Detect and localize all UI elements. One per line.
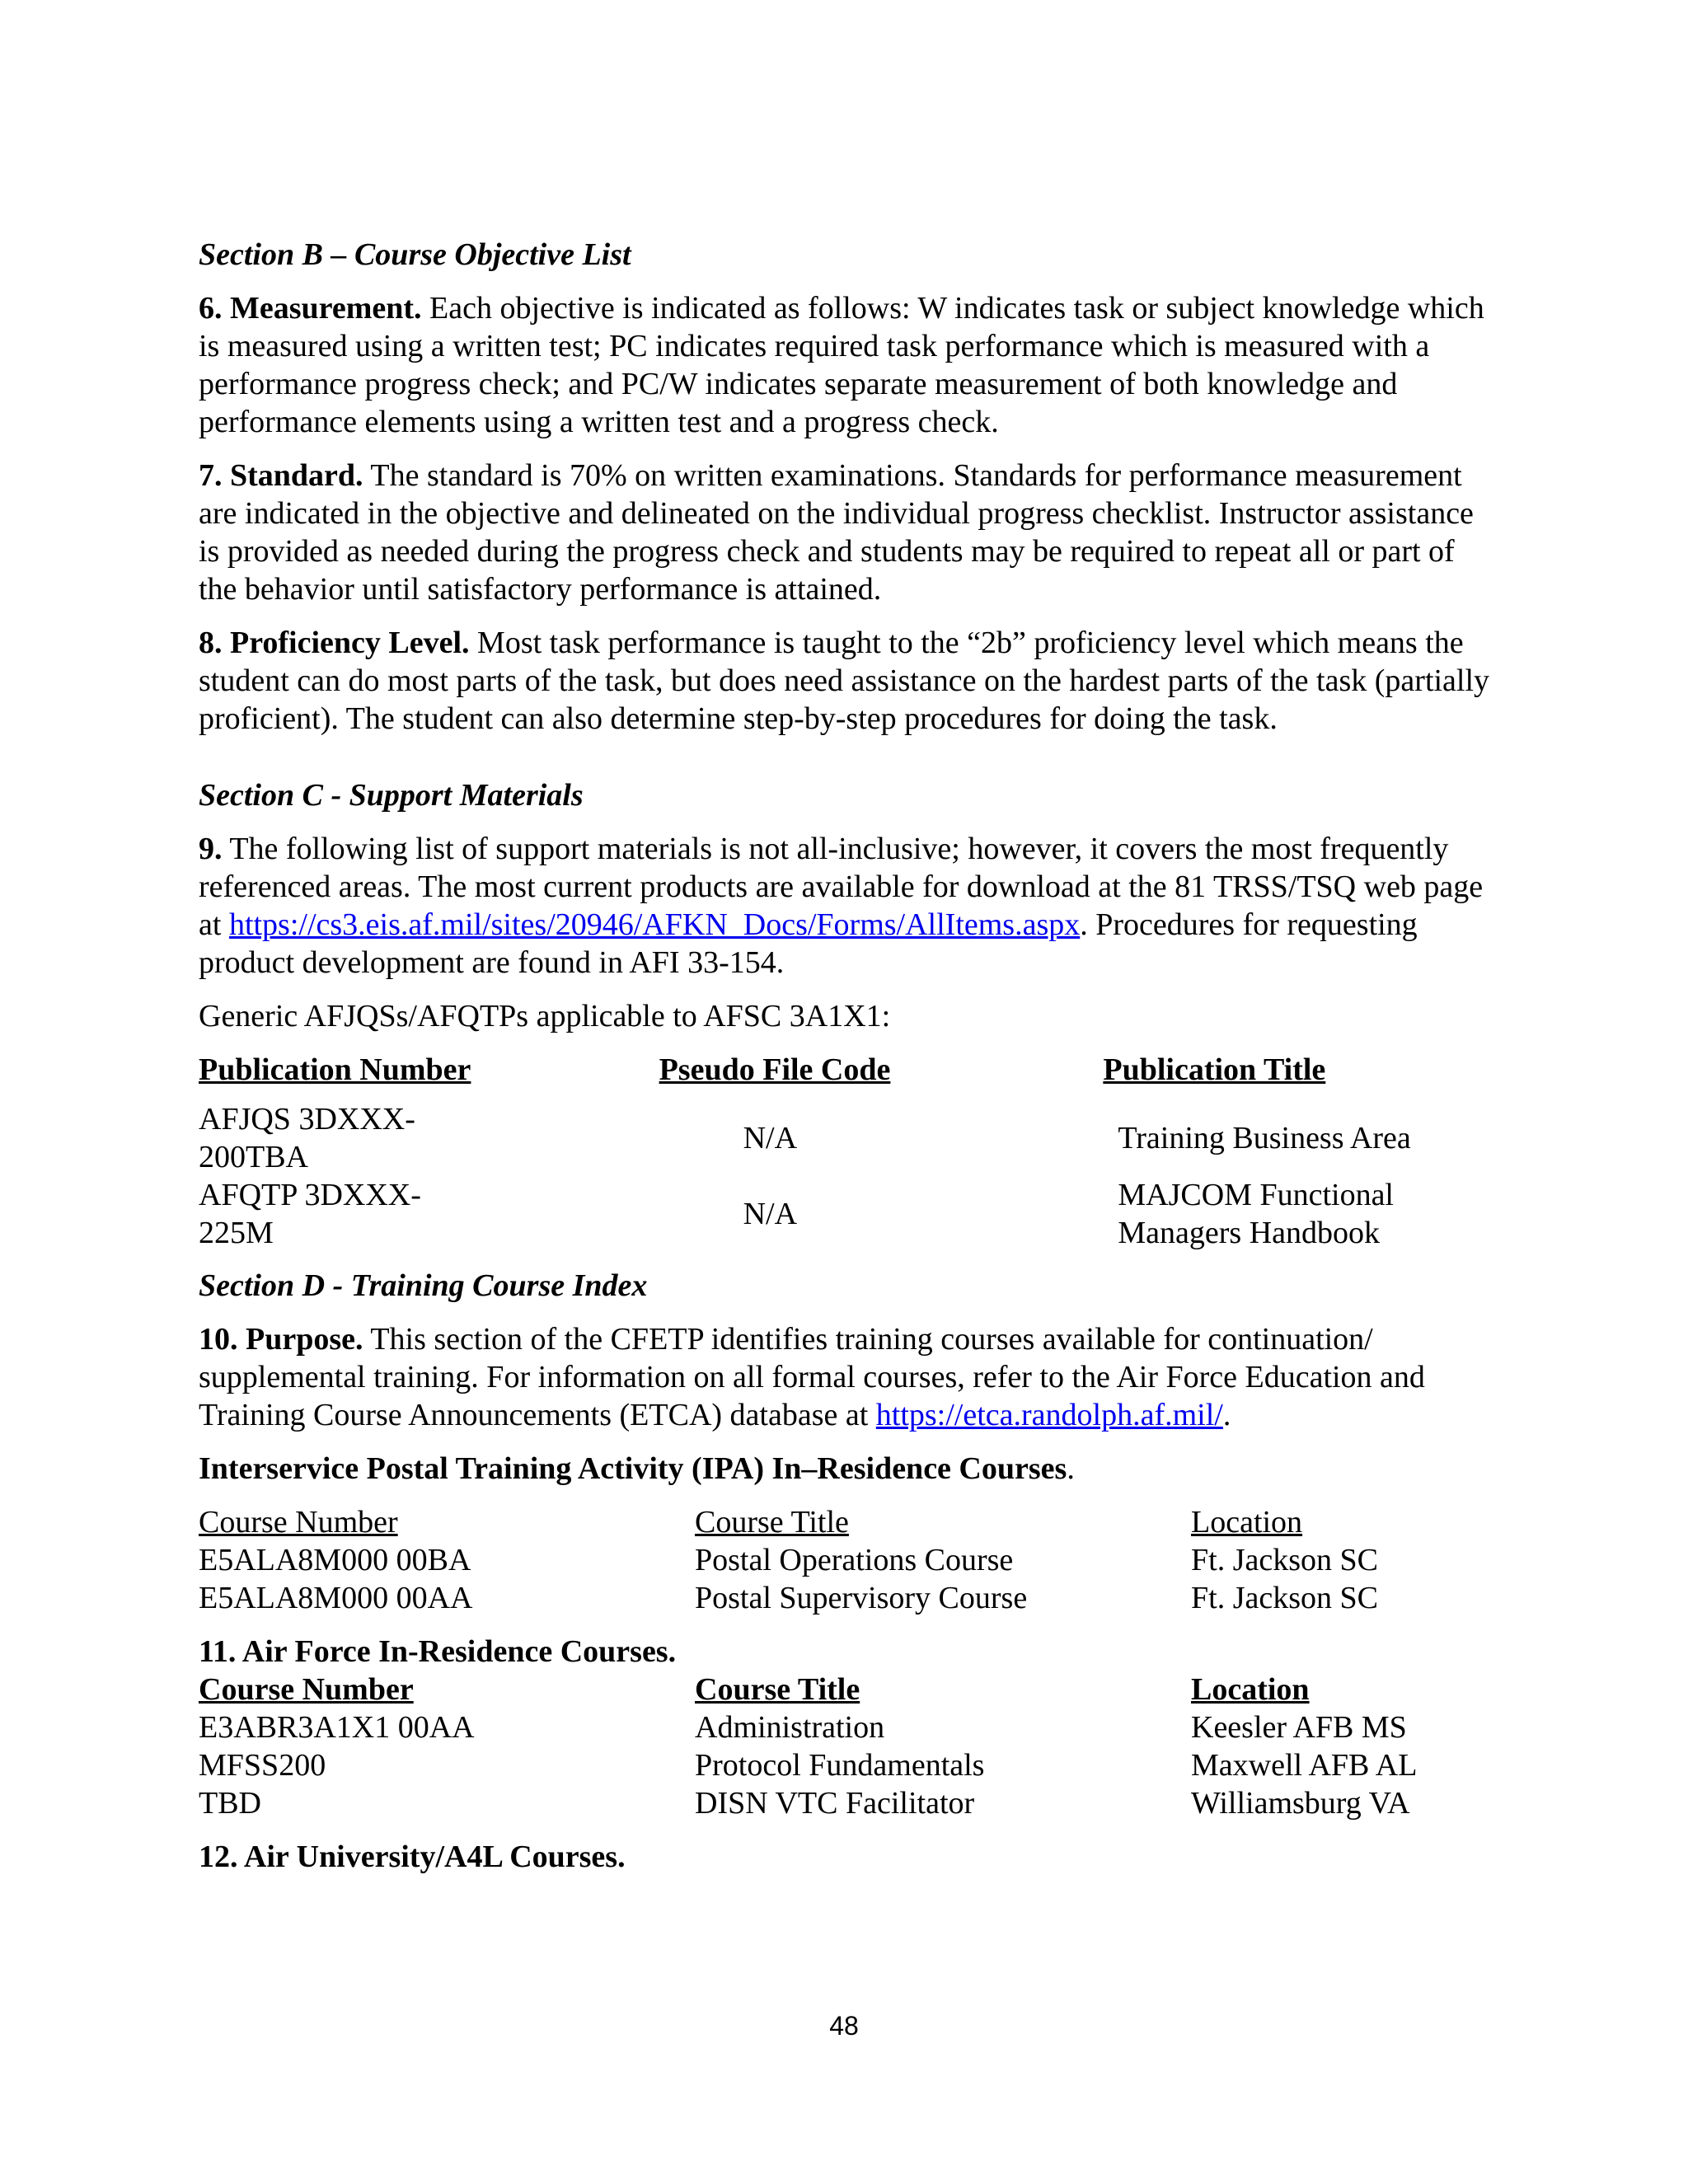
column-header-course-number: Course Number: [199, 1672, 414, 1707]
pseudo-file-code-cell: N/A: [743, 1121, 798, 1155]
publications-table: [199, 1051, 1493, 1252]
course-number: E3ABR3A1X1 00AA: [199, 1710, 475, 1745]
course-location: Maxwell AFB AL: [1191, 1748, 1418, 1783]
column-header-location: Location: [1191, 1672, 1310, 1707]
ipa-heading-suffix: .: [1067, 1451, 1075, 1486]
course-title: Postal Operations Course: [695, 1543, 1014, 1577]
column-header-publication-title: Publication Title: [1103, 1052, 1326, 1087]
cell-line: Managers Handbook: [1118, 1216, 1380, 1250]
cell-line: AFQTP 3DXXX-: [199, 1178, 421, 1212]
paragraph-label: 9.: [199, 832, 223, 866]
section-b-heading: Section B – Course Objective List: [199, 237, 631, 272]
af-courses-heading: 11. Air Force In-Residence Courses.: [199, 1634, 677, 1669]
section-d-heading: Section D - Training Course Index: [199, 1268, 648, 1303]
paragraph-text: Each objective is indicated as follows: W indicates task or subject knowledge which is measured using a written test; PC indicates required task performance which is measured with a performance progress check; and PC/W indicates separate measurement of both knowledge and performance elements using a written test and a progress check.: [199, 291, 1484, 439]
course-location: Williamsburg VA: [1191, 1786, 1410, 1821]
column-header-course-title: Course Title: [695, 1672, 860, 1707]
paragraph-9-support-materials: [199, 830, 1493, 982]
list-item: [199, 1746, 1493, 1784]
table-row: [199, 1176, 1493, 1252]
paragraph-text: This section of the CFETP identifies training courses available for continuation/ supplemental training. For information on all formal courses, refer to the Air Force Education and Training Course Announcements (ETCA) database at: [199, 1322, 1425, 1432]
ipa-heading-text: Interservice Postal Training Activity (IPA) In–Residence Courses: [199, 1451, 1067, 1486]
paragraph-text: Most task performance is taught to the “2b” proficiency level which means the student can do most parts of the task, but does need assistance on the hardest parts of the task (partially proficient). The student can also determine step-by-step procedures for doing the task.: [199, 626, 1490, 736]
course-number: E5ALA8M000 00AA: [199, 1581, 473, 1615]
publication-title-cell: [1103, 1176, 1493, 1252]
paragraph-text: .: [1222, 1398, 1231, 1432]
cell-line: Training Business Area: [1118, 1121, 1411, 1155]
paragraph-7-standard: [199, 457, 1493, 608]
course-header-row: [199, 1671, 1493, 1708]
column-header-publication-number: Publication Number: [199, 1052, 471, 1087]
pseudo-file-code-cell: N/A: [743, 1197, 798, 1231]
publication-number-cell: [199, 1176, 659, 1252]
course-location: Ft. Jackson SC: [1191, 1543, 1378, 1577]
course-title: Postal Supervisory Course: [695, 1581, 1028, 1615]
page-number: 48: [829, 2011, 859, 2041]
trss-web-page-link[interactable]: https://cs3.eis.af.mil/sites/20946/AFKN_Docs/Forms/AllItems.aspx: [228, 907, 1081, 942]
column-header-course-title: Course Title: [695, 1505, 849, 1540]
paragraph-text: The following list of support materials is not all-inclusive; however, it covers the most frequently referenced areas. The most current products are available for download at the 81 TRSS/TSQ web page at: [199, 832, 1484, 942]
paragraph-label: 6. Measurement.: [199, 291, 422, 326]
list-item: [199, 1784, 1493, 1822]
cell-line: AFJQS 3DXXX-: [199, 1102, 415, 1137]
table-row: [199, 1100, 1493, 1176]
paragraph-8-proficiency: [199, 624, 1493, 738]
section-spacer: [199, 753, 1493, 776]
ipa-courses-heading: [199, 1450, 1493, 1488]
course-number: MFSS200: [199, 1748, 326, 1783]
course-header-row: [199, 1503, 1493, 1541]
column-header-location: Location: [1191, 1505, 1303, 1540]
course-location: Keesler AFB MS: [1191, 1710, 1407, 1745]
list-item: [199, 1541, 1493, 1579]
etca-database-link[interactable]: https://etca.randolph.af.mil/: [875, 1398, 1223, 1432]
ipa-courses-list: [199, 1503, 1493, 1617]
cell-line: MAJCOM Functional: [1118, 1178, 1394, 1212]
list-item: [199, 1708, 1493, 1746]
column-header-pseudo-file-code: Pseudo File Code: [659, 1052, 891, 1087]
paragraph-label: 8. Proficiency Level.: [199, 626, 470, 660]
paragraph-label: 10. Purpose.: [199, 1322, 363, 1357]
paragraph-label: 7. Standard.: [199, 458, 363, 493]
paragraph-10-purpose: [199, 1320, 1493, 1434]
paragraph-12-air-university: 12. Air University/A4L Courses.: [199, 1840, 626, 1874]
table-header-row: [199, 1051, 1493, 1100]
paragraph-text: The standard is 70% on written examinations. Standards for performance measurement are indicated in the objective and delineated on the individual progress checklist. Instructor assistance is provided as needed during the progress check and students may be required to repeat all or part of the behavior until satisfactory performance is attained.: [199, 458, 1474, 607]
publication-number-cell: [199, 1100, 659, 1176]
course-title: Administration: [695, 1710, 885, 1745]
paragraph-6-measurement: [199, 289, 1493, 441]
cell-line: 225M: [199, 1216, 274, 1250]
generic-afjqs-line: Generic AFJQSs/AFQTPs applicable to AFSC 3A1X1:: [199, 999, 891, 1033]
course-number: E5ALA8M000 00BA: [199, 1543, 471, 1577]
course-title: DISN VTC Facilitator: [695, 1786, 975, 1821]
page-content: [199, 236, 1493, 1891]
column-header-course-number: Course Number: [199, 1505, 398, 1540]
paragraph-text: . Procedures for requesting product development are found in AFI 33-154.: [199, 907, 1418, 980]
publication-title-cell: [1103, 1100, 1493, 1176]
section-c-heading: Section C - Support Materials: [199, 778, 584, 813]
cell-line: 200TBA: [199, 1140, 308, 1174]
course-location: Ft. Jackson SC: [1191, 1581, 1378, 1615]
list-item: [199, 1579, 1493, 1617]
af-courses-list: [199, 1633, 1493, 1822]
course-number: TBD: [199, 1786, 261, 1821]
course-title: Protocol Fundamentals: [695, 1748, 985, 1783]
